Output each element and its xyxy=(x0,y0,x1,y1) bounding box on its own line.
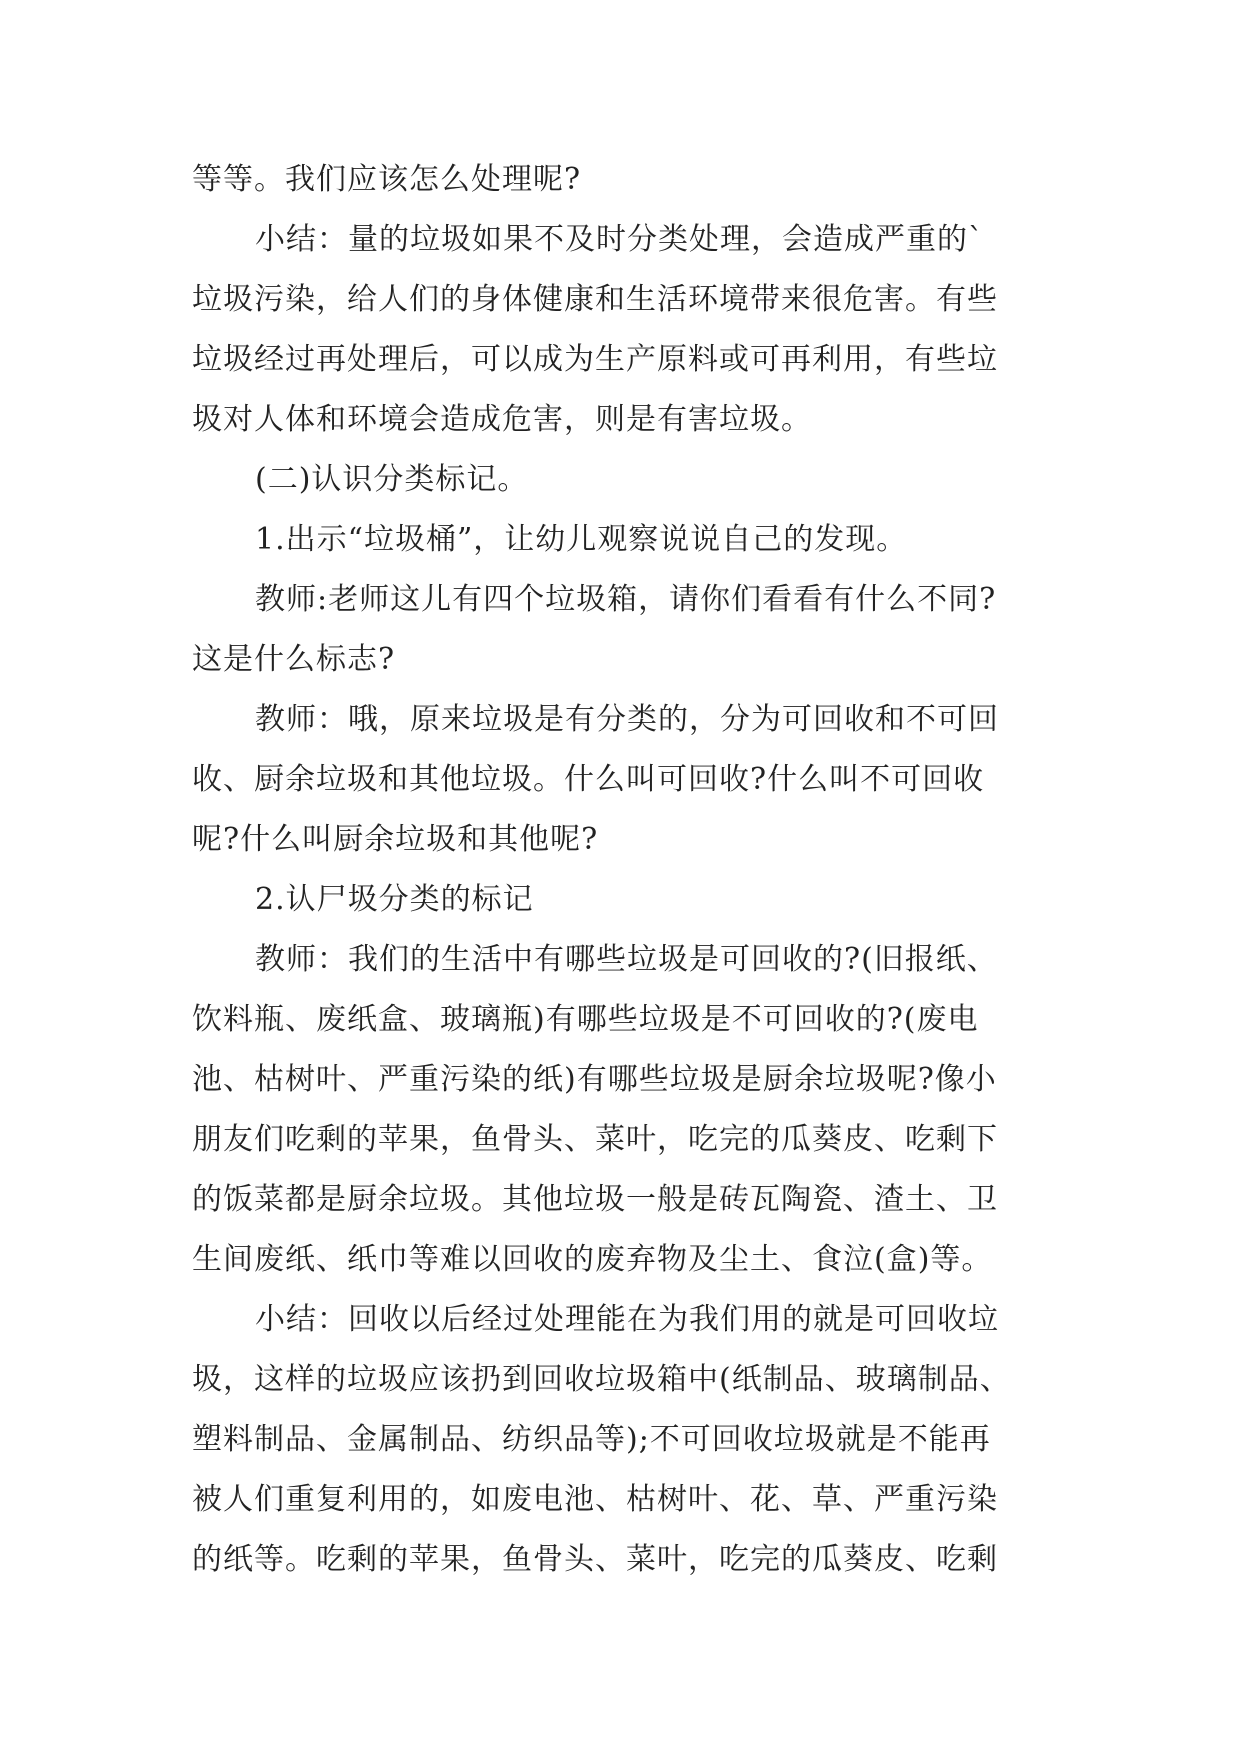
text-line: 小结：量的垃圾如果不及时分类处理，会造成严重的` xyxy=(255,222,984,257)
text-line: 的纸等。吃剩的苹果，鱼骨头、菜叶，吃完的瓜葵皮、吃剩 xyxy=(192,1542,998,1577)
text-line: 小结：回收以后经过处理能在为我们用的就是可回收垃 xyxy=(255,1302,999,1337)
text-line: 被人们重复利用的，如废电池、枯树叶、花、草、严重污染 xyxy=(192,1482,998,1517)
text-line: 池、枯树叶、严重污染的纸)有哪些垃圾是厨余垃圾呢?像小 xyxy=(192,1062,997,1097)
text-line: 生间废纸、纸巾等难以回收的废弃物及尘土、食泣(盒)等。 xyxy=(192,1242,993,1277)
text-line: 教师:老师这儿有四个垃圾箱，请你们看看有什么不同? xyxy=(255,582,997,617)
text-line: 圾，这样的垃圾应该扔到回收垃圾箱中(纸制品、玻璃制品、 xyxy=(192,1362,1011,1397)
section-heading: 2.认尸圾分类的标记 xyxy=(255,882,534,917)
text-line: 垃圾经过再处理后，可以成为生产原料或可再利用，有些垃 xyxy=(192,342,998,377)
text-line: 饮料瓶、废纸盒、玻璃瓶)有哪些垃圾是不可回收的?(废电 xyxy=(192,1002,979,1037)
text-line: 呢?什么叫厨余垃圾和其他呢? xyxy=(192,822,599,857)
text-line: 塑料制品、金属制品、纺织品等);不可回收垃圾就是不能再 xyxy=(192,1422,991,1457)
section-heading: (二)认识分类标记。 xyxy=(255,462,529,497)
text-line: 圾对人体和环境会造成危害，则是有害垃圾。 xyxy=(192,402,812,437)
text-line: 这是什么标志? xyxy=(192,642,396,677)
text-line: 教师：我们的生活中有哪些垃圾是可回收的?(旧报纸、 xyxy=(255,942,998,977)
text-line: 垃圾污染，给人们的身体健康和生活环境带来很危害。有些 xyxy=(192,282,998,317)
text-line: 朋友们吃剩的苹果，鱼骨头、菜叶，吃完的瓜葵皮、吃剩下 xyxy=(192,1122,998,1157)
text-line: 1.出示“垃圾桶”，让幼儿观察说说自己的发现。 xyxy=(255,522,908,557)
document-body xyxy=(192,150,1072,1590)
text-line: 等等。我们应该怎么处理呢? xyxy=(192,162,582,197)
text-line: 教师：哦，原来垃圾是有分类的，分为可回收和不可回 xyxy=(255,702,999,737)
text-line: 的饭菜都是厨余垃圾。其他垃圾一般是砖瓦陶瓷、渣土、卫 xyxy=(192,1182,998,1217)
text-line: 收、厨余垃圾和其他垃圾。什么叫可回收?什么叫不可回收 xyxy=(192,762,985,797)
